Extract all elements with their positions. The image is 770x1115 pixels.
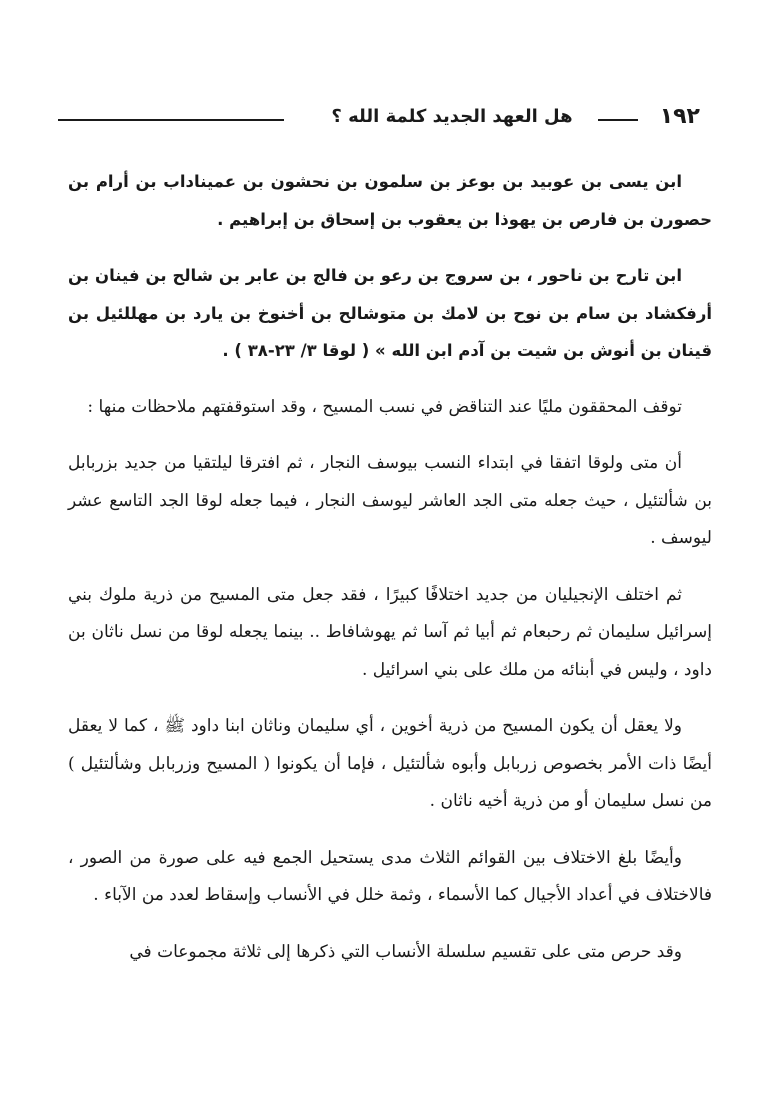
running-title: هل العهد الجديد كلمة الله ؟ xyxy=(331,106,573,127)
paragraph-observation-lists: وأيضًا بلغ الاختلاف بين القوائم الثلاث مدى يستحيل الجمع فيه على صورة من الصور ، فالاختلاف في أعداد الأجيال كما الأسماء ، وثمة خلل في الأنساب وإسقاط لعدد من الآباء . xyxy=(68,847,712,905)
paragraph-genealogy-luke: ابن تارح بن ناحور ، بن سروج بن رعو بن فالج بن عابر بن شالح بن فينان بن أرفكشاد بن سام بن نوح بن لامك بن متوشالح بن أخنوخ بن يارد بن مهللئيل بن قينان بن أنوش بن شيت بن آدم ابن الله » ( لوقا ٣/ ٢٣-٣٨ ) . xyxy=(68,266,712,360)
page-header xyxy=(58,100,700,134)
paragraph-matthew-division: وقد حرص متى على تقسيم سلسلة الأنساب التي ذكرها إلى ثلاثة مجموعات في xyxy=(129,941,682,962)
header-dash-divider xyxy=(598,119,638,121)
paragraph-observation-joseph: أن متى ولوقا اتفقا في ابتداء النسب بيوسف النجار ، ثم افترقا ليلتقيا من جديد بزربابل بن شألتئيل ، حيث جعله متى الجد العاشر ليوسف النجار ، فيما جعله لوقا الجد التاسع عشر ليوسف . xyxy=(68,453,712,548)
paragraph-genealogy-matthew: ابن يسى بن عوبيد بن بوعز بن سلمون بن نحشون بن عميناداب بن أرام بن حصورن بن فارص بن يهوذا بن يعقوب بن إسحاق بن إبراهيم . xyxy=(68,172,712,229)
paragraph-observation-brothers: ولا يعقل أن يكون المسيح من ذرية أخوين ، أي سليمان وناثان ابنا داود ﷺ ، كما لا يعقل أيضًا ذات الأمر بخصوص زربابل وأبوه شألتئيل ، فإما أن يكونوا ( المسيح وزربابل وشألتئيل ) من نسل سليمان أو من ذرية أخيه ناثان . xyxy=(68,716,712,811)
body-text xyxy=(68,163,712,990)
paragraph-scholars-observations: توقف المحققون مليًا عند التناقض في نسب المسيح ، وقد استوقفتهم ملاحظات منها : xyxy=(87,396,682,417)
page-number: ١٩٢ xyxy=(659,104,700,129)
paragraph-observation-lineage: ثم اختلف الإنجيليان من جديد اختلافًا كبيرًا ، فقد جعل متى المسيح من ذرية ملوك بني إسرائيل سليمان ثم رحبعام ثم أبيا ثم آسا ثم يهوشافاط .. بينما يجعله لوقا من نسل ناثان بن داود ، وليس في أبنائه من ملك على بني اسرائيل . xyxy=(68,584,712,680)
header-rule-divider xyxy=(58,119,284,121)
